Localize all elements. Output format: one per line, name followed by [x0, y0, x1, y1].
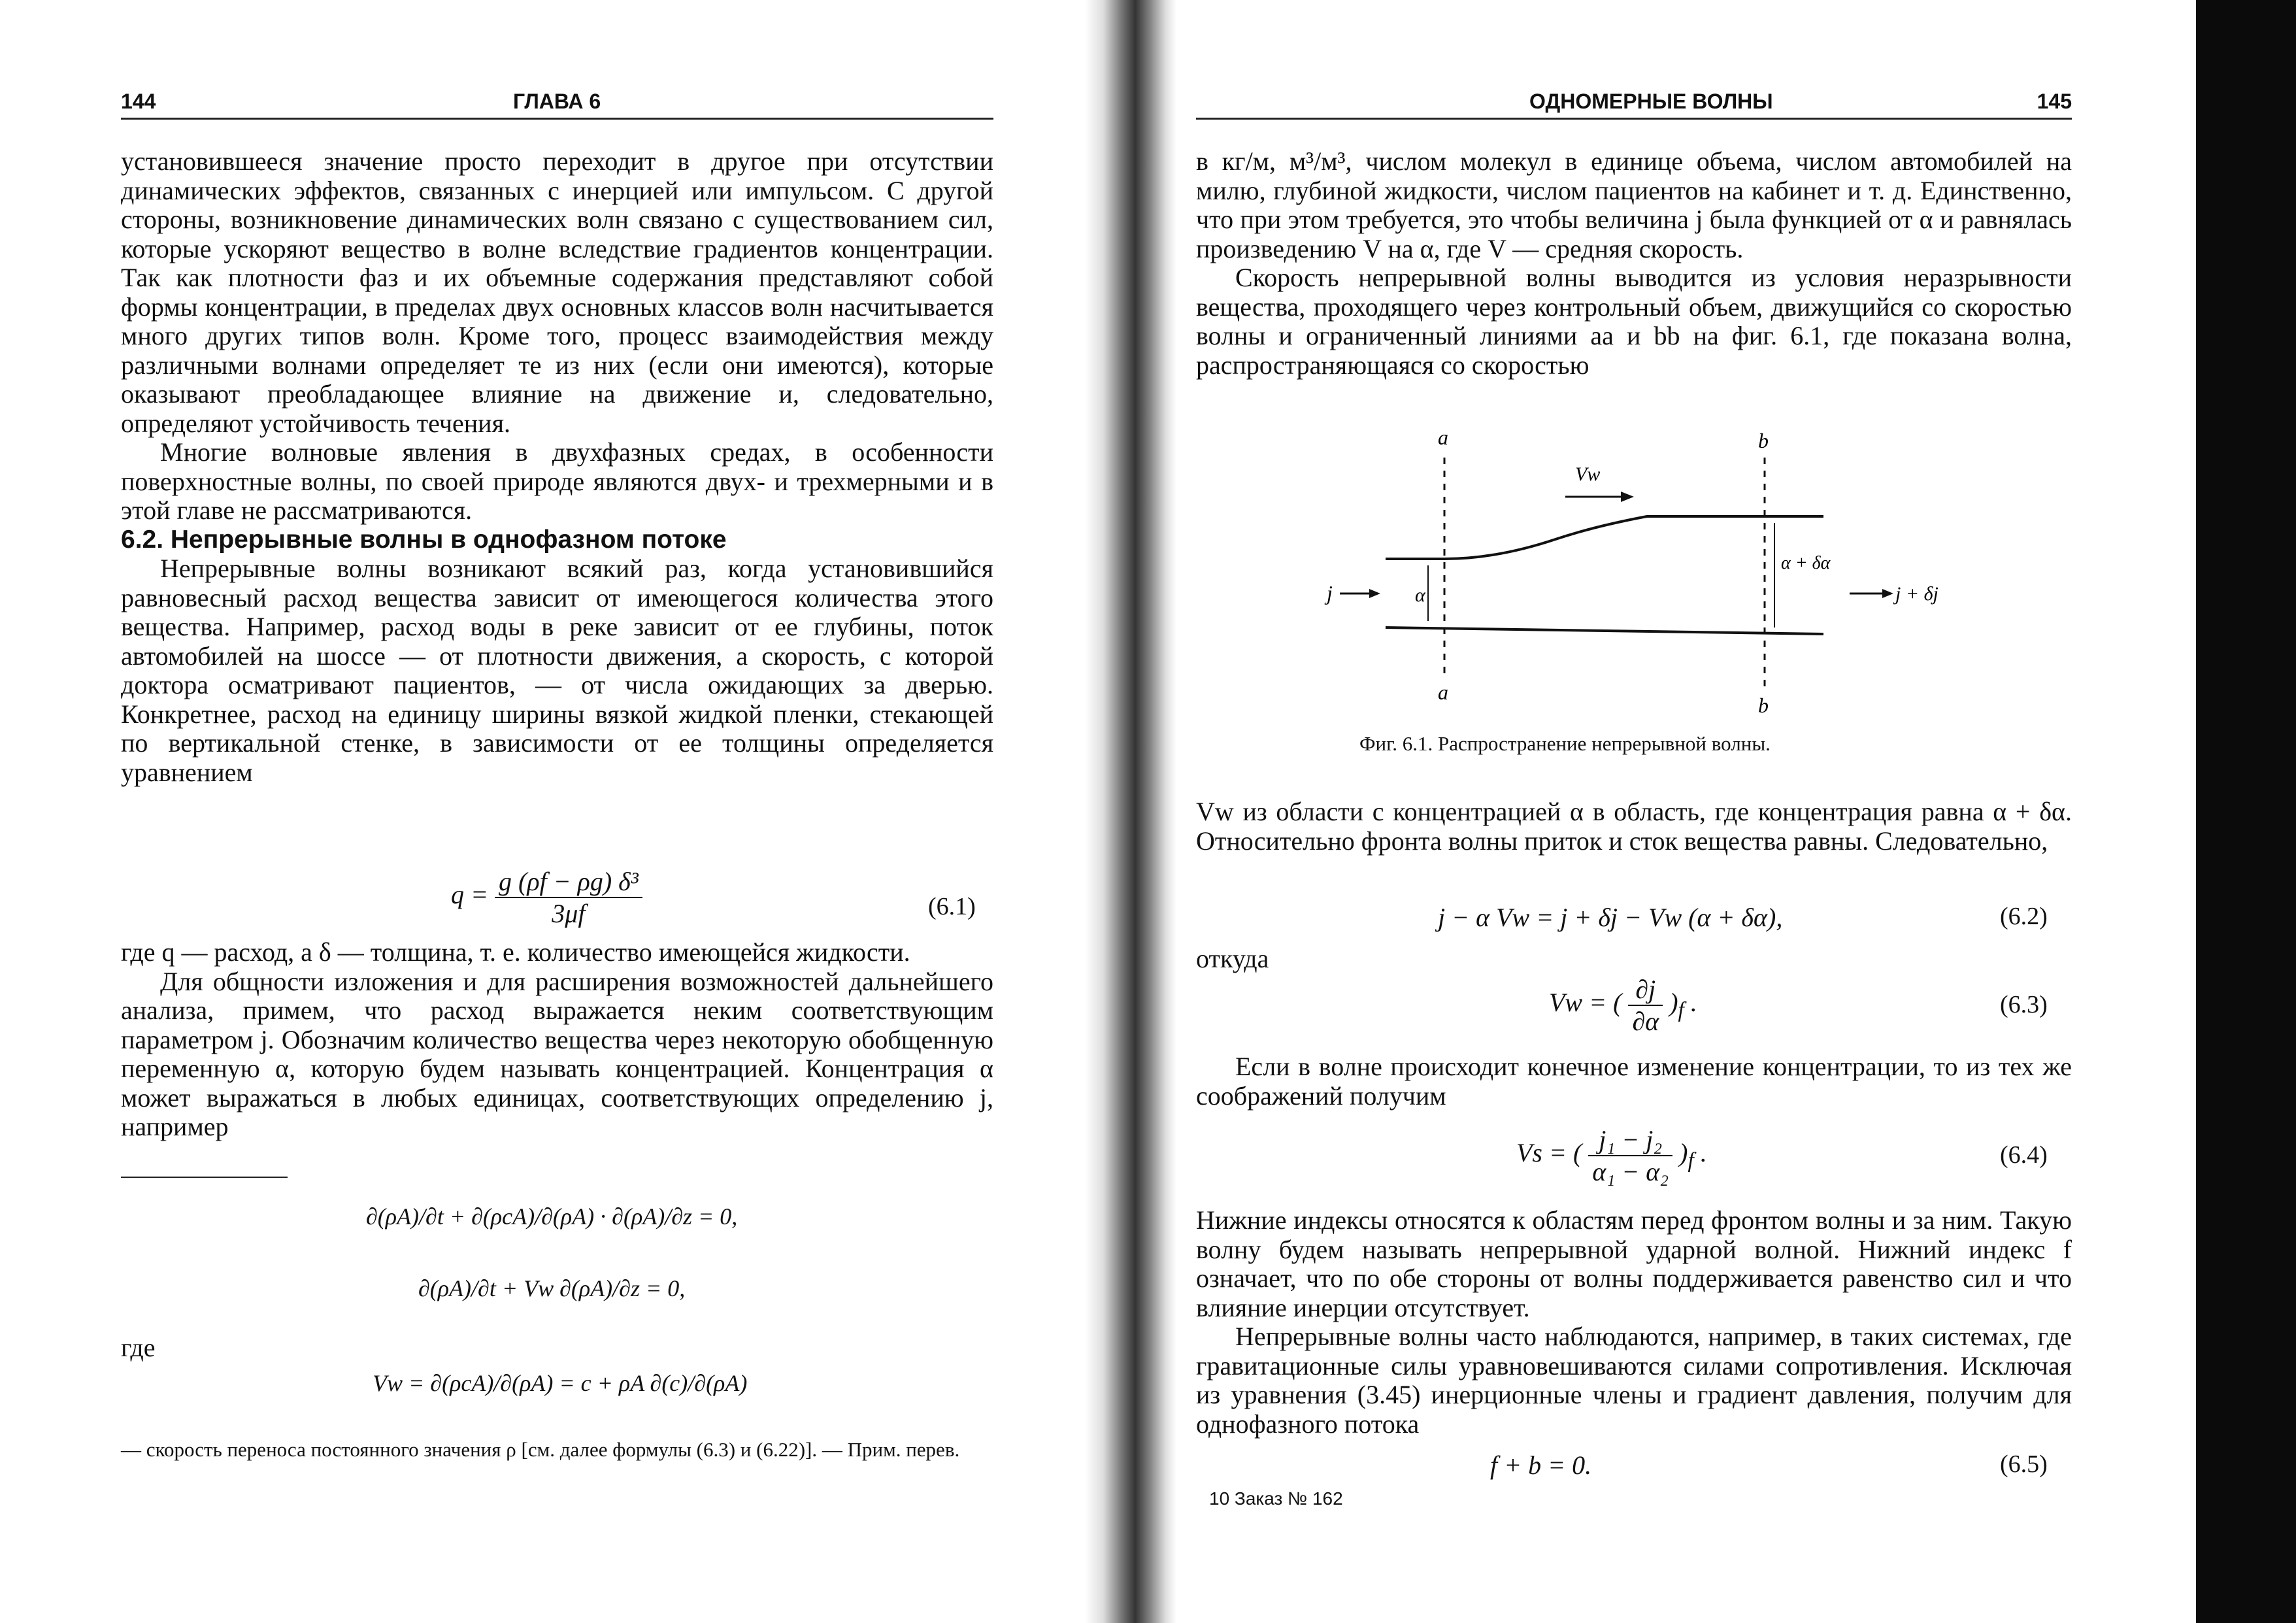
equation-6-2: j − α Vw = j + δj − Vw (α + δα), — [1438, 903, 1783, 932]
label-alpha-delta: α + δα — [1781, 553, 1831, 573]
equation-fraction — [495, 866, 642, 929]
section-heading: 6.2. Непрерывные волны в однофазном потоке — [121, 525, 727, 554]
figure-caption: Фиг. 6.1. Распространение непрерывной волны. — [1359, 732, 1771, 755]
footnote-equation-3: Vw = ∂(ρcA)/∂(ρA) = c + ρA ∂(c)/∂(ρA) — [373, 1370, 748, 1396]
label-b-bottom: b — [1758, 694, 1769, 717]
paragraph: Непрерывные волны возникают всякий раз, когда установившийся равновесный расход вещества зависит от имеющегося количества этого вещества. Например, расход воды в реке зависит от ее глубины, поток автомобилей на шоссе — от плотности движения, а скорость, с которой доктора осматривают пациентов, — от числа ожидающих за дверью. Конкретнее, расход на единицу ширины вязкой жидкой пленки, стекающей по вертикальной стенке, в зависимости от ее толщины определяется уравнением — [121, 554, 993, 787]
fraction-numerator: g (ρf − ρg) δ³ — [495, 866, 642, 898]
paragraph: Нижние индексы относятся к областям перед фронтом волны и за ним. Такую волну будем называть непрерывной ударной волной. Нижний индекс f означает, что по обе стороны от волны поддерживается равенство сил и что влияние инерции отсутствует. — [1196, 1205, 2072, 1322]
paragraph: Для общности изложения и для расширения возможностей дальнейшего анализа, примем, что расход выражается неким соответствующим параметром j. Обозначим количество вещества через некоторую обобщенную переменную α, которую будем называть концентрацией. Концентрация α может выражаться в любых единицах, соответствующих определению j, например — [121, 966, 993, 1141]
equation-lhs: Vw = — [1549, 988, 1607, 1018]
footnote-where: где — [121, 1333, 156, 1362]
right-body-text-3 — [1196, 1052, 2072, 1111]
equation-number: (6.1) — [928, 893, 976, 920]
equation-6-3 — [1549, 974, 1697, 1037]
equation-number: (6.5) — [2000, 1450, 2048, 1478]
equation-fraction — [1588, 1124, 1672, 1187]
equation-lhs: Vs = — [1516, 1138, 1567, 1168]
left-page-number: 144 — [121, 90, 156, 113]
vw-arrowhead — [1621, 492, 1634, 502]
paren-left-icon: ( — [1573, 1138, 1582, 1168]
upper-boundary — [1386, 516, 1823, 559]
paragraph: Vw из области с концентрацией α в область, где концентрация равна α + δα. Относительно фронта волны приток и сток вещества равны. Следовательно, — [1196, 797, 2072, 856]
paren-right-icon: )$_f$ . — [1669, 988, 1697, 1023]
right-running-title: ОДНОМЕРНЫЕ ВОЛНЫ — [1529, 90, 1773, 113]
label-a-bottom: a — [1438, 680, 1448, 704]
label-a-top: a — [1438, 426, 1448, 449]
paren-right-icon: )$_f$ . — [1679, 1138, 1707, 1173]
paragraph: установившееся значение просто переходит в другое при отсутствии динамических эффектов, связанных с инерцией или импульсом. С другой стороны, возникновение динамических волн связано с существованием сил, которые ускоряют вещество в волне вследствие градиентов концентрации. Так как плотности фаз и их объемные содержания представляют собой формы концентрации, в пределах двух основных классов волн насчитывается много других типов волн. Кроме того, процесс взаимодействия между различными волнами определяет те из них (если они имеются), которые оказывают преобладающее влияние на движение и, следовательно, определяют устойчивость течения. — [121, 146, 993, 438]
paragraph: в кг/м, м³/м³, числом молекул в единице объема, числом автомобилей на милю, глубиной жидкости, числом пациентов на кабинет и т. д. Единственно, что при этом требуется, это чтобы величина j была функцией от α и равнялась произведению V на α, где V — средняя скорость. — [1196, 146, 2072, 263]
equation-fraction — [1628, 974, 1663, 1037]
label-b-top: b — [1758, 429, 1769, 452]
paragraph: Многие волновые явления в двухфазных средах, в особенности поверхностные волны, по своей природе являются двух- и трехмерными и в этой главе не рассматриваются. — [121, 437, 993, 525]
label-j-delta: j + δj — [1895, 583, 1938, 605]
paragraph: где q — расход, а δ — толщина, т. е. количество имеющейся жидкости. — [121, 937, 910, 967]
paragraph: Непрерывные волны часто наблюдаются, например, в таких системах, где гравитационные силы уравновешиваются силами сопротивления. Исключая из уравнения (3.45) инерционные члены и градиент давления, получим для однофазного потока — [1196, 1322, 2072, 1439]
book-gutter-shadow — [1085, 0, 1176, 1623]
printing-signature: 10 Заказ № 162 — [1209, 1488, 1343, 1509]
fraction-numerator: j₁ − j₂ — [1588, 1124, 1672, 1156]
right-page — [1176, 0, 2203, 1623]
j-arrowhead — [1369, 589, 1380, 598]
left-body-text — [121, 147, 993, 787]
footnote-text: — скорость переноса постоянного значения ρ [см. далее формулы (6.3) и (6.22)]. — Прим. перев. — [121, 1438, 960, 1461]
label-j: j — [1327, 581, 1333, 605]
paragraph: Скорость непрерывной волны выводится из условия неразрывности вещества, проходящего через контрольный объем, движущийся со скоростью волны и ограниченный линиями aa и bb на фиг. 6.1, где показана волна, распространяющаяся со скоростью — [1196, 263, 2072, 380]
otkuda-word: откуда — [1196, 944, 1269, 973]
fraction-denominator: ∂α — [1632, 1007, 1659, 1036]
equation-number: (6.4) — [2000, 1141, 2048, 1169]
equation-lhs: q = — [451, 880, 488, 910]
j-delta-arrowhead — [1882, 589, 1893, 598]
paren-left-icon: ( — [1613, 988, 1622, 1018]
equation-6-4 — [1516, 1124, 1707, 1187]
scan-border — [2196, 0, 2296, 1623]
left-page — [0, 0, 1091, 1623]
equation-6-5: f + b = 0. — [1490, 1450, 1592, 1480]
equation-number: (6.3) — [2000, 991, 2048, 1018]
paragraph: Если в волне происходит конечное изменение концентрации, то из тех же соображений получим — [1196, 1052, 2072, 1111]
right-body-text — [1196, 147, 2072, 380]
fraction-numerator: ∂j — [1628, 974, 1663, 1006]
fraction-denominator: 3μf — [552, 899, 586, 928]
right-body-text-4 — [1196, 1206, 2072, 1439]
left-running-title: ГЛАВА 6 — [513, 90, 601, 113]
footnote-rule — [121, 1177, 288, 1178]
footnote-equation-1: ∂(ρA)/∂t + ∂(ρcA)/∂(ρA) · ∂(ρA)/∂z = 0, — [366, 1203, 738, 1230]
label-alpha: α — [1415, 584, 1425, 606]
left-page-header — [121, 84, 993, 120]
wave-figure — [1307, 425, 1993, 726]
fraction-denominator: α₁ − α₂ — [1592, 1157, 1669, 1186]
left-body-text-2 — [121, 938, 993, 1142]
right-page-header — [1196, 84, 2072, 120]
equation-number: (6.2) — [2000, 903, 2048, 930]
right-body-text-2 — [1196, 797, 2072, 856]
right-page-number: 145 — [2037, 90, 2072, 113]
lower-boundary — [1386, 627, 1823, 634]
footnote-equation-2: ∂(ρA)/∂t + Vw ∂(ρA)/∂z = 0, — [418, 1275, 686, 1301]
label-vw: Vw — [1575, 463, 1601, 485]
equation-6-1 — [451, 866, 642, 929]
